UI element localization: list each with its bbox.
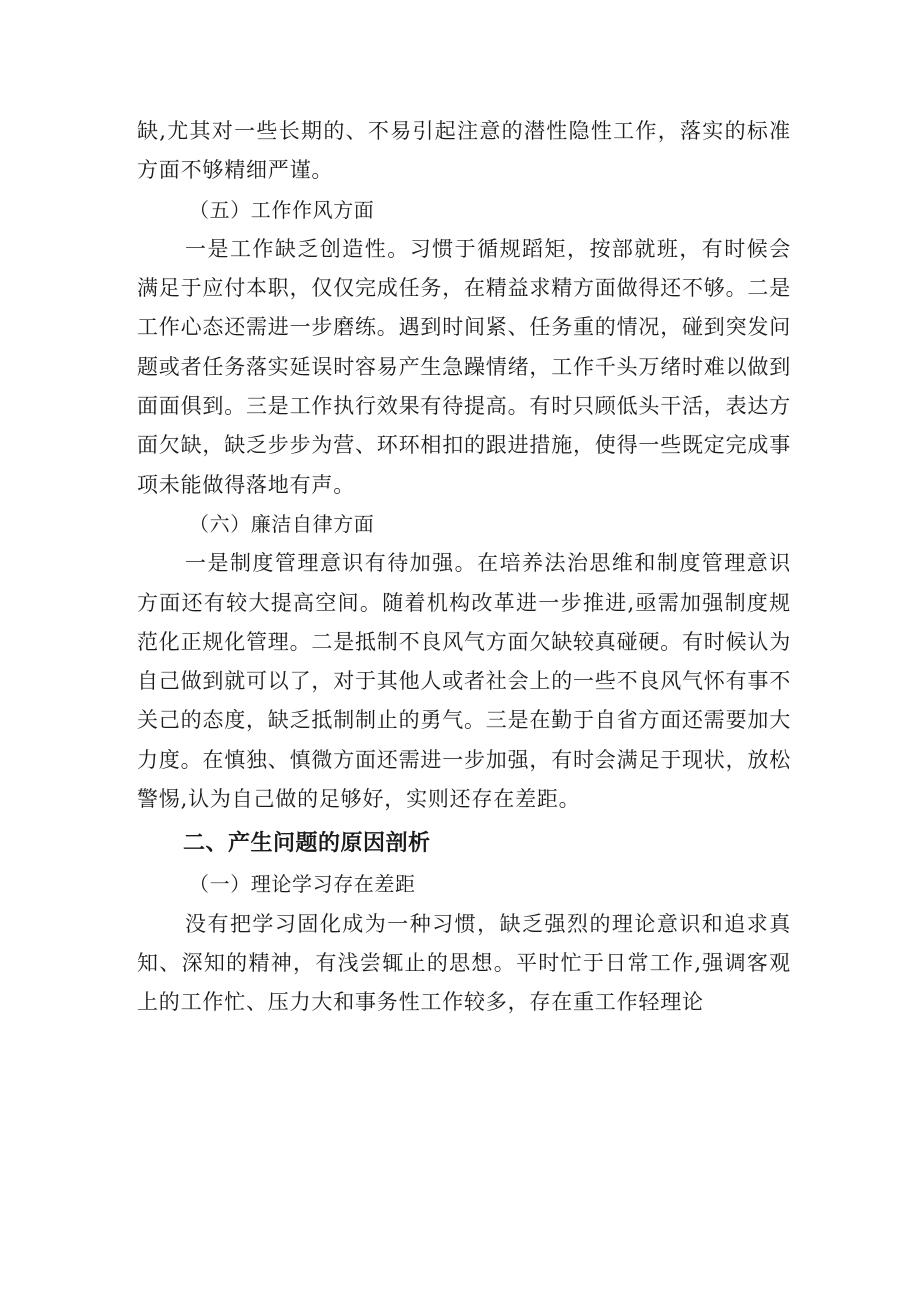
- paragraph-intro: 缺,尤其对一些长期的、不易引起注意的潜性隐性工作，落实的标准方面不够精细严谨。: [137, 119, 791, 183]
- paragraph-work-style: 一是工作缺乏创造性。习惯于循规蹈矩，按部就班，有时候会满足于应付本职，仅仅完成任务，在精益求精方面做得还不够。二是工作心态还需进一步磨练。遇到时间紧、任务重的情况，碰到突发问题或者任务落实延误时容易产生急躁情绪，工作千头万绪时难以做到面面俱到。三是工作执行效果有待提高。有时只顾低头干活，表达方面欠缺，缺乏步步为营、环环相扣的跟进措施，使得一些既定完成事项未能做得落地有声。: [137, 236, 791, 497]
- subheading-integrity: （六）廉洁自律方面: [189, 511, 375, 536]
- paragraph-theory-study: 没有把学习固化成为一种习惯，缺乏强烈的理论意识和追求真知、深知的精神，有浅尝辄止的思想。平时忙于日常工作,强调客观上的工作忙、压力大和事务性工作较多，存在重工作轻理论: [137, 911, 791, 1015]
- subheading-work-style: （五）工作作风方面: [189, 197, 375, 222]
- paragraph-integrity: 一是制度管理意识有待加强。在培养法治思维和制度管理意识方面还有较大提高空间。随着机构改革进一步推进,亟需加强制度规范化正规化管理。二是抵制不良风气方面欠缺较真碰硬。有时候认为自己做到就可以了，对于其他人或者社会上的一些不良风气怀有事不关己的态度，缺乏抵制制止的勇气。三是在勤于自省方面还需要加大力度。在慎独、慎微方面还需进一步加强，有时会满足于现状，放松警惕,认为自己做的足够好，实则还存在差距。: [137, 551, 791, 812]
- document-page: [137, 112, 791, 1023]
- subheading-theory-study: （一）理论学习存在差距: [189, 872, 416, 897]
- section-heading-cause-analysis: 二、产生问题的原因剖析: [183, 831, 431, 857]
